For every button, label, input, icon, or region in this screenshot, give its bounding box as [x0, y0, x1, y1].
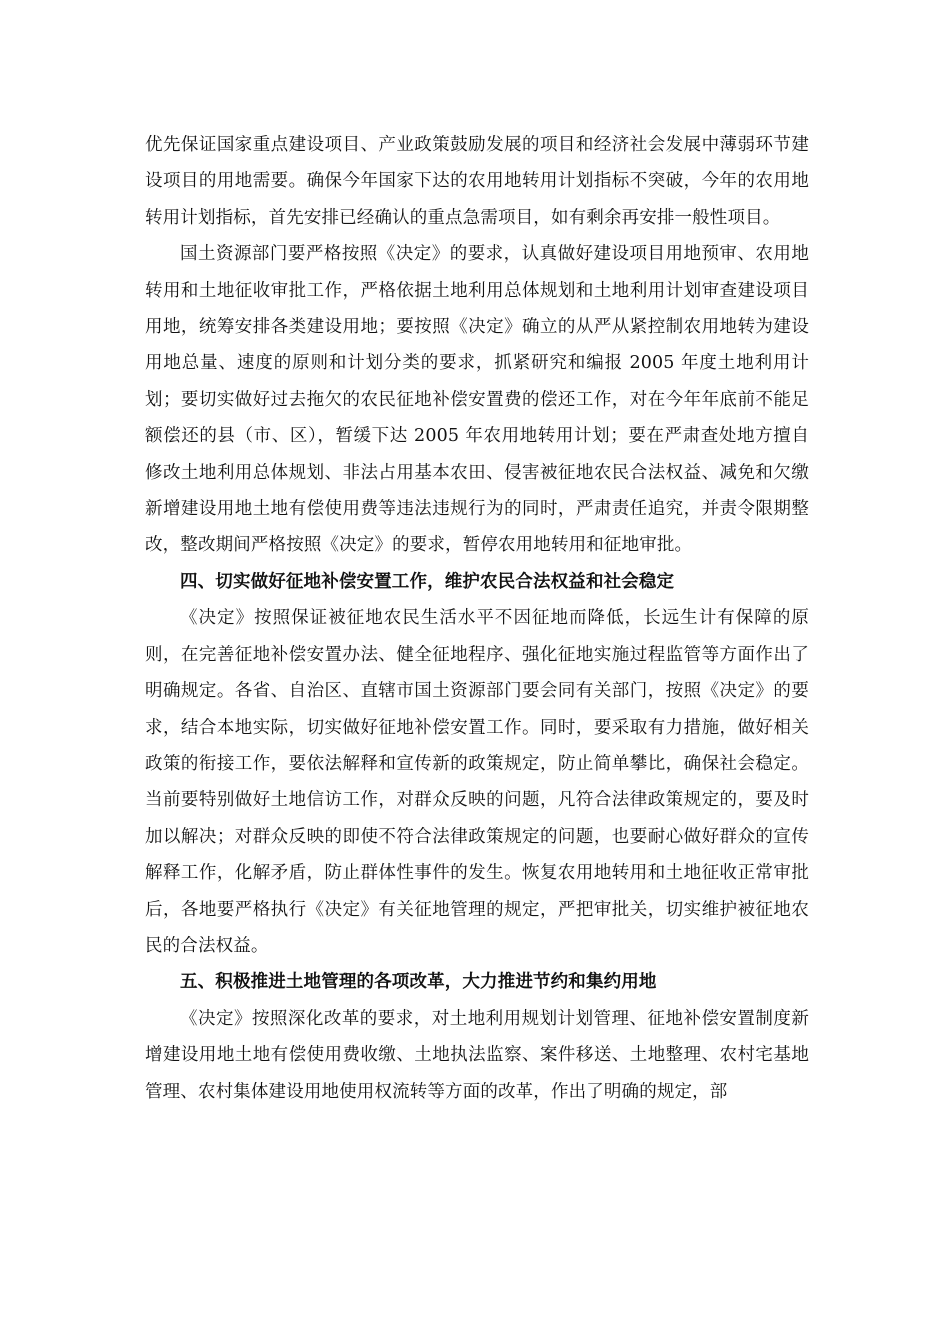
section-heading-4: 四、切实做好征地补偿安置工作，维护农民合法权益和社会稳定 [180, 571, 675, 592]
section-heading-5: 五、积极推进土地管理的各项改革，大力推进节约和集约用地 [180, 972, 657, 993]
paragraph-reform: 《决定》按照深化改革的要求，对土地利用规划计划管理、征地补偿安置制度新增建设用地土地有偿使用费收缴、土地执法监察、案件移送、土地整理、农村宅基地管理、农村集体建设用地使用权流转等方面的改革，作出了明确的规定，部 [145, 1008, 809, 1102]
document-body [145, 127, 809, 1110]
paragraph-land-review: 国土资源部门要严格按照《决定》的要求，认真做好建设项目用地预审、农用地转用和土地征收审批工作，严格依据土地利用总体规划和土地利用计划审查建设项目用地，统筹安排各类建设用地；要按照《决定》确立的从严从紧控制农用地转为建设用地总量、速度的原则和计划分类的要求，抓紧研究和编报 2005 年度土地利用计划；要切实做好过去拖欠的农民征地补偿安置费的偿还工作，对在今年年底前不能足额偿还的县（市、区），暂缓下达 2005 年农用地转用计划；要在严肃查处地方擅自修改土地利用总体规划、非法占用基本农田、侵害被征地农民合法权益、减免和欠缴新增建设用地土地有偿使用费等违法违规行为的同时，严肃责任追究，并责令限期整改，整改期间严格按照《决定》的要求，暂停农用地转用和征地审批。 [145, 244, 809, 556]
paragraph-compensation: 《决定》按照保证被征地农民生活水平不因征地而降低，长远生计有保障的原则，在完善征地补偿安置办法、健全征地程序、强化征地实施过程监管等方面作出了明确规定。各省、自治区、直辖市国土资源部门要会同有关部门，按照《决定》的要求，结合本地实际，切实做好征地补偿安置工作。同时，要采取有力措施，做好相关政策的衔接工作，要依法解释和宣传新的政策规定，防止简单攀比，确保社会稳定。当前要特别做好土地信访工作，对群众反映的问题，凡符合法律政策规定的，要及时加以解决；对群众反映的即使不符合法律政策规定的问题，也要耐心做好群众的宣传解释工作，化解矛盾，防止群体性事件的发生。恢复农用地转用和土地征收正常审批后，各地要严格执行《决定》有关征地管理的规定，严把审批关，切实维护被征地农民的合法权益。 [145, 608, 809, 956]
paragraph-continuation: 优先保证国家重点建设项目、产业政策鼓励发展的项目和经济社会发展中薄弱环节建设项目的用地需要。确保今年国家下达的农用地转用计划指标不突破，今年的农用地转用计划指标，首先安排已经确认的重点急需项目，如有剩余再安排一般性项目。 [145, 135, 809, 228]
